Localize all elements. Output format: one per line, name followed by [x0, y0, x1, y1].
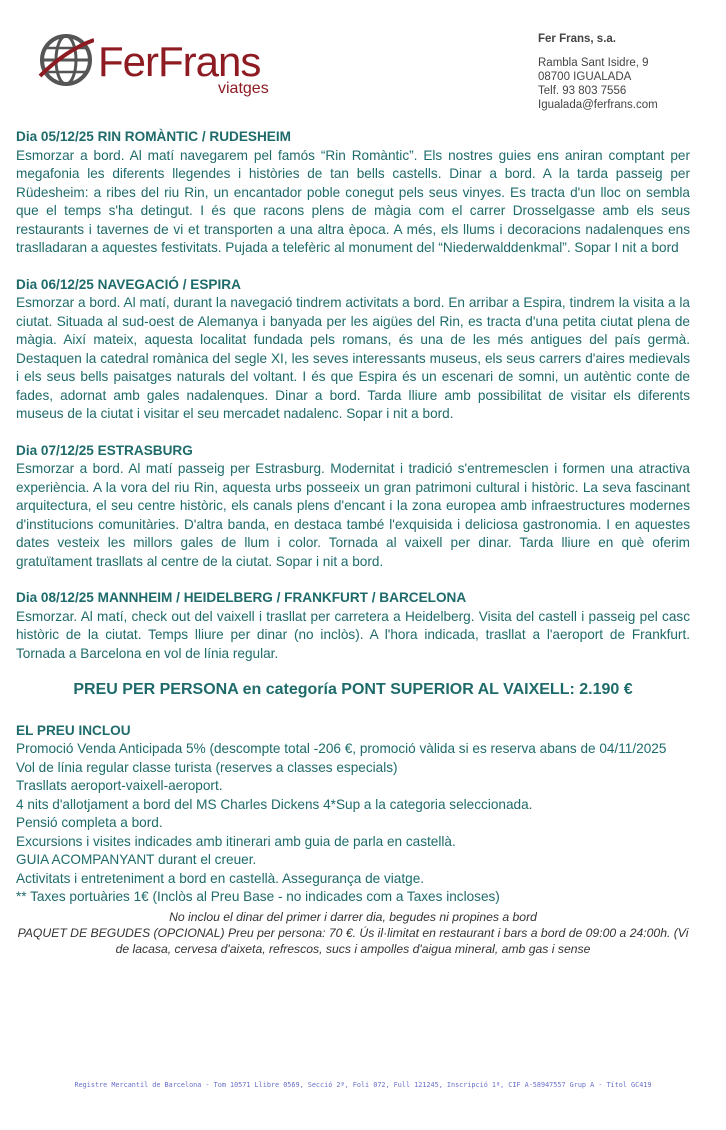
- company-info: [538, 32, 658, 112]
- company-email[interactable]: Igualada@ferfrans.com: [538, 99, 658, 111]
- day-text: Esmorzar a bord. Al matí passeig per Estrasburg. Modernitat i tradició s'entremesclen i formen una atractiva experiència. A la vora del riu Rin, aquesta urbs posseeix un gran patrimoni cultural i històric. La seva fascinant arquitectura, el seu centre històric, els canals plens d'encant i la zona europea amb infraestructures modernes d'institucions comunitàries. D'altra banda, en destaca també l'exquisida i deliciosa gastronomia. I en aquestes dates vesteix les millors gales de llum i color. Tornada al vaixell per dinar. Tarda lliure en què oferim gratuïtament trasllats al centre de la ciutat. Sopar i nit a bord.: [16, 461, 690, 569]
- day-text: Esmorzar a bord. Al matí, durant la navegació tindrem activitats a bord. En arribar a Espira, tindrem la visita a la ciutat. Situada al sud-oest de Alemanya i banyada per les aigües del Rin, es tracta d'una petita ciutat plena de màgia. Així mateix, aquesta localitat fundada pels romans, és una de les més antigues del país germà. Destaquen la catedral romànica del segle XI, les seves interessants museus, els seus carrers d'aires medievals i els seus bells paisatges naturals del voltant. I és que Espira és un escenari de somni, un autèntic conte de fades, adornat amb gales nadalenques. Dinar a bord. Tarda lliure amb possibilitat de visitar els diferents museus de la ciutat i visitar el seu mercadet nadalenc. Sopar i nit a bord.: [16, 295, 690, 421]
- list-item: Vol de línia regular classe turista (reserves a classes especials): [16, 759, 398, 775]
- includes-list: [16, 740, 690, 907]
- note-line: No inclou el dinar del primer i darrer dia, begudes ni propines a bord: [169, 909, 537, 924]
- note-line: PAQUET DE BEGUDES (OPCIONAL) Preu per persona: 70 €. Ús il·limitat en restaurant i bars a bord de 09:00 a 24:00h. (Vi de lacasa, cervesa d'aixeta, refrescos, sucs i ampolles d'aigua mineral, amb gas i sense: [17, 925, 689, 956]
- globe-icon: [38, 32, 94, 88]
- company-phone: Telf. 93 803 7556: [538, 85, 627, 97]
- day-section: [16, 128, 690, 258]
- list-item: ** Taxes portuàries 1€ (Inclòs al Preu Base - no indicades com a Taxes incloses): [16, 889, 500, 904]
- list-item: Excursions i visites indicades amb itinerari amb guia de parla en castellà.: [16, 833, 456, 849]
- list-item: Pensió completa a bord.: [16, 815, 163, 830]
- company-name: Fer Frans, s.a.: [538, 33, 616, 45]
- list-item: Promoció Venda Anticipada 5% (descompte total -206 €, promoció vàlida si es reserva abans de 04/11/2025: [16, 741, 667, 756]
- day-text: Esmorzar a bord. Al matí navegarem pel famós “Rin Romàntic”. Els nostres guies ens aniran comptant per megafonia les diferents llegendes i històries de tan bells castells. Dinar a bord. A la tarda passeig per Rüdesheim: a ribes del riu Rin, un encantador poble conegut pels seus vinyes. Es tracta d'un lloc on sembla que el temps s'ha detingut. I és que racons plens de màgia com el carrer Drosselgasse amb els seus restaurants i tavernes de vi et transporten a una altra època. A més, els llums i decoracions nadalenques ens traslladaran a aquestes festivitats. Pujada a telefèric al monument del “Niederwalddenkmal”. Sopar I nit a bord: [16, 147, 690, 255]
- page-footer: Registre Mercantil de Barcelona - Tom 10571 Llibre 0569, Secció 2ª, Foli 072, Full 121245, Inscripció 1ª, CIF A-58947557 Grup A - Títol GC419: [74, 1081, 652, 1089]
- company-logo: [38, 28, 278, 100]
- day-section: [16, 276, 690, 424]
- logo-subtitle: viatges: [218, 80, 269, 97]
- price-heading: PREU PER PERSONA en categoría PONT SUPERIOR AL VAIXELL: 2.190 €: [73, 681, 633, 698]
- list-item: Trasllats aeroport-vaixell-aeroport.: [16, 778, 223, 793]
- day-section: [16, 442, 690, 572]
- logo-name: FerFrans: [98, 38, 261, 85]
- day-title: Dia 08/12/25 MANNHEIM / HEIDELBERG / FRANKFURT / BARCELONA: [16, 590, 467, 605]
- day-title: Dia 06/12/25 NAVEGACIÓ / ESPIRA: [16, 276, 241, 292]
- itinerary-content: [16, 128, 690, 957]
- company-city: 08700 IGUALADA: [538, 71, 632, 83]
- list-item: Activitats i entreteniment a bord en castellà. Assegurança de viatge.: [16, 870, 425, 886]
- company-address: Rambla Sant Isidre, 9: [538, 57, 649, 69]
- list-item: GUIA ACOMPANYANT durant el creuer.: [16, 852, 257, 867]
- day-section: [16, 589, 690, 663]
- notes: [16, 909, 690, 957]
- list-item: 4 nits d'allotjament a bord del MS Charles Dickens 4*Sup a la categoria seleccionada.: [16, 796, 533, 812]
- day-title: Dia 07/12/25 ESTRASBURG: [16, 442, 193, 458]
- day-title: Dia 05/12/25 RIN ROMÀNTIC / RUDESHEIM: [16, 129, 291, 144]
- includes-title: EL PREU INCLOU: [16, 722, 131, 738]
- page-header: [0, 0, 726, 120]
- day-text: Esmorzar. Al matí, check out del vaixell i trasllat per carretera a Heidelberg. Visita del castell i passeig pel casc històric de la ciutat. Temps lliure per dinar (no inclòs). A l'hora indicada, trasllat a l'aeroport de Frankfurt. Tornada a Barcelona en vol de línia regular.: [16, 608, 690, 661]
